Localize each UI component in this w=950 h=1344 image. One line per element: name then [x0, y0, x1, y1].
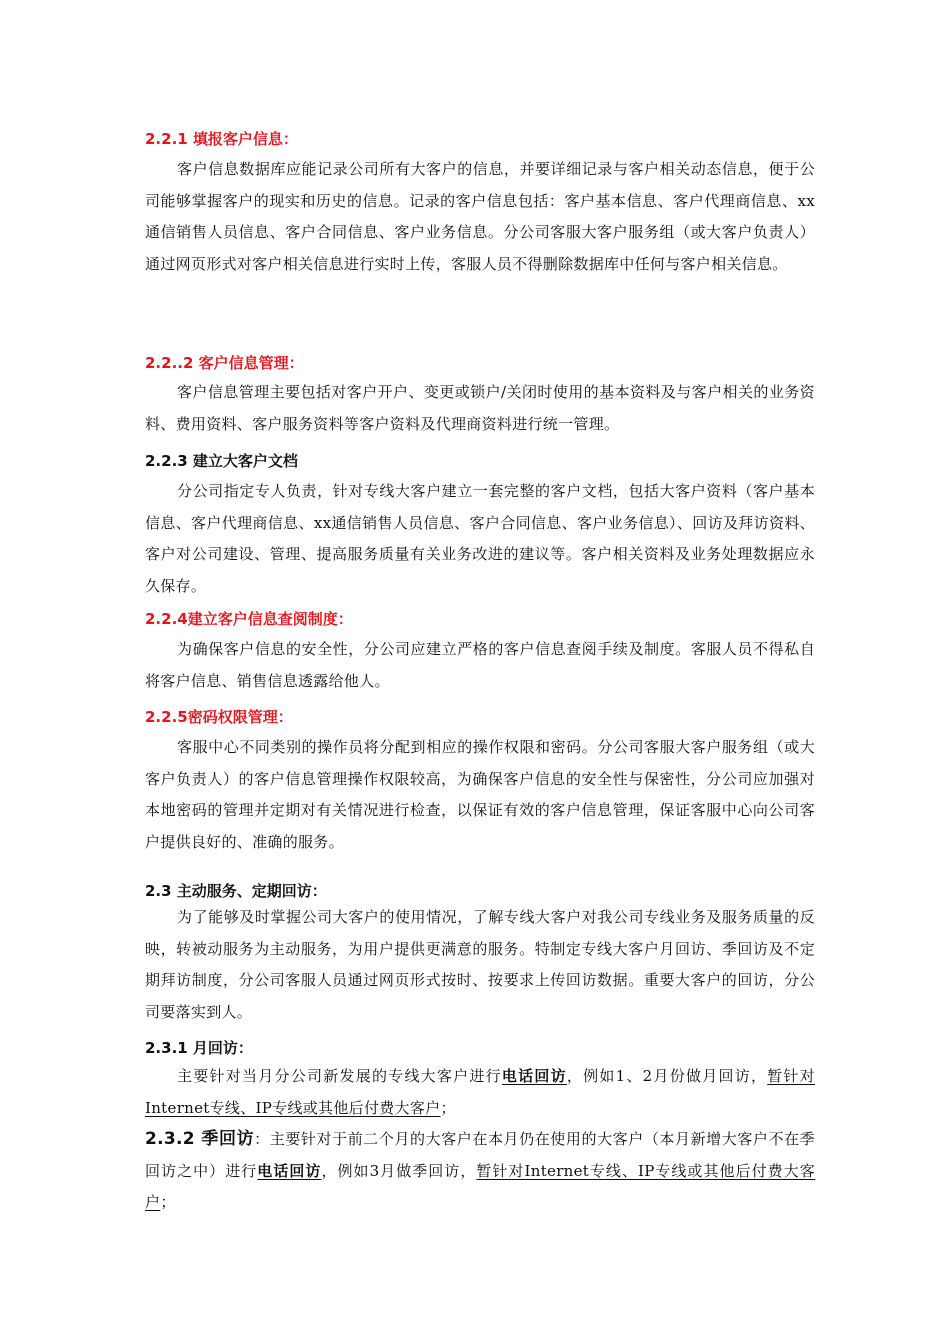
- section-2-3-2-body: [145, 1124, 815, 1219]
- section-2-3-1-scope: 暂针对Internet专线、IP专线或其他后付费大客户: [145, 1067, 815, 1117]
- section-2-2-2-body: 客户信息管理主要包括对客户开户、变更或锁户/关闭时使用的基本资料及与客户相关的业务资料、费用资料、客户服务资料等客户资料及代理商资料进行统一管理。: [145, 383, 815, 433]
- section-2-2-5-body: 客服中心不同类别的操作员将分配到相应的操作权限和密码。分公司客服大客户服务组（或大客户负责人）的客户信息管理操作权限较高，为确保客户信息的安全性与保密性，分公司应加强对本地密码的管理并定期对有关情况进行检查，以保证有效的客户信息管理，保证客服中心向公司客户提供良好的、准确的服务。: [145, 738, 815, 851]
- section-2-3-2-heading: 2.3.2 季回访: [145, 1129, 255, 1149]
- section-2-2-3-heading: 2.2.3 建立大客户文档: [145, 452, 298, 470]
- section-2-3-1-text-b: ，例如1、2月份做月回访，: [566, 1067, 768, 1085]
- section-2-3-2-text-c: ；: [160, 1193, 176, 1211]
- section-2-3-2-text-a: ：主要针对于前二个月的大客户在本月仍在使用的大客户（本月新增大客户不在季回访之中）进行: [145, 1130, 815, 1180]
- section-2-2-1-heading: 2.2.1 填报客户信息：: [145, 130, 298, 148]
- section-2-3-body: 为了能够及时掌握公司大客户的使用情况，了解专线大客户对我公司专线业务及服务质量的反映，转被动服务为主动服务，为用户提供更满意的服务。特制定专线大客户月回访、季回访及不定期拜访制度，分公司客服人员通过网页形式按时、按要求上传回访数据。重要大客户的回访，分公司要落实到人。: [145, 908, 815, 1021]
- section-2-3-1-heading: 2.3.1 月回访：: [145, 1039, 253, 1057]
- section-2-3-2-scope: 暂针对Internet专线、IP专线或其他后付费大客户: [145, 1161, 816, 1211]
- phone-visit-link-2: 电话回访: [257, 1161, 322, 1180]
- section-2-2-4-body: 为确保客户信息的安全性，分公司应建立严格的客户信息查阅手续及制度。客服人员不得私自将客户信息、销售信息透露给他人。: [145, 640, 815, 690]
- section-2-3-2-text-b: ，例如3月做季回访，: [321, 1161, 477, 1180]
- section-2-2-5-heading: 2.2.5密码权限管理：: [145, 708, 293, 726]
- section-2-2-1-body: 客户信息数据库应能记录公司所有大客户的信息，并要详细记录与客户相关动态信息，便于公司能够掌握客户的现实和历史的信息。记录的客户信息包括：客户基本信息、客户代理商信息、xx通信销售人员信息、客户合同信息、客户业务信息。分公司客服大客户服务组（或大客户负责人）通过网页形式对客户相关信息进行实时上传，客服人员不得删除数据库中任何与客户相关信息。: [145, 160, 815, 273]
- phone-visit-link: 电话回访: [501, 1067, 567, 1085]
- section-2-2-3-body: 分公司指定专人负责，针对专线大客户建立一套完整的客户文档，包括大客户资料（客户基本信息、客户代理商信息、xx通信销售人员信息、客户合同信息、客户业务信息）、回访及拜访资料、客户对公司建设、管理、提高服务质量有关业务改进的建议等。客户相关资料及业务处理数据应永久保存。: [145, 482, 815, 595]
- section-2-2-4-heading: 2.2.4建立客户信息查阅制度：: [145, 610, 353, 628]
- section-2-2-2-heading: 2.2..2 客户信息管理：: [145, 354, 304, 372]
- section-2-3-heading: 2.3 主动服务、定期回访：: [145, 882, 327, 900]
- section-2-3-1-body: [145, 1061, 815, 1124]
- section-2-3-1-text-a: 主要针对当月分公司新发展的专线大客户进行: [177, 1067, 502, 1085]
- section-2-3-1-text-c: ；: [440, 1098, 456, 1117]
